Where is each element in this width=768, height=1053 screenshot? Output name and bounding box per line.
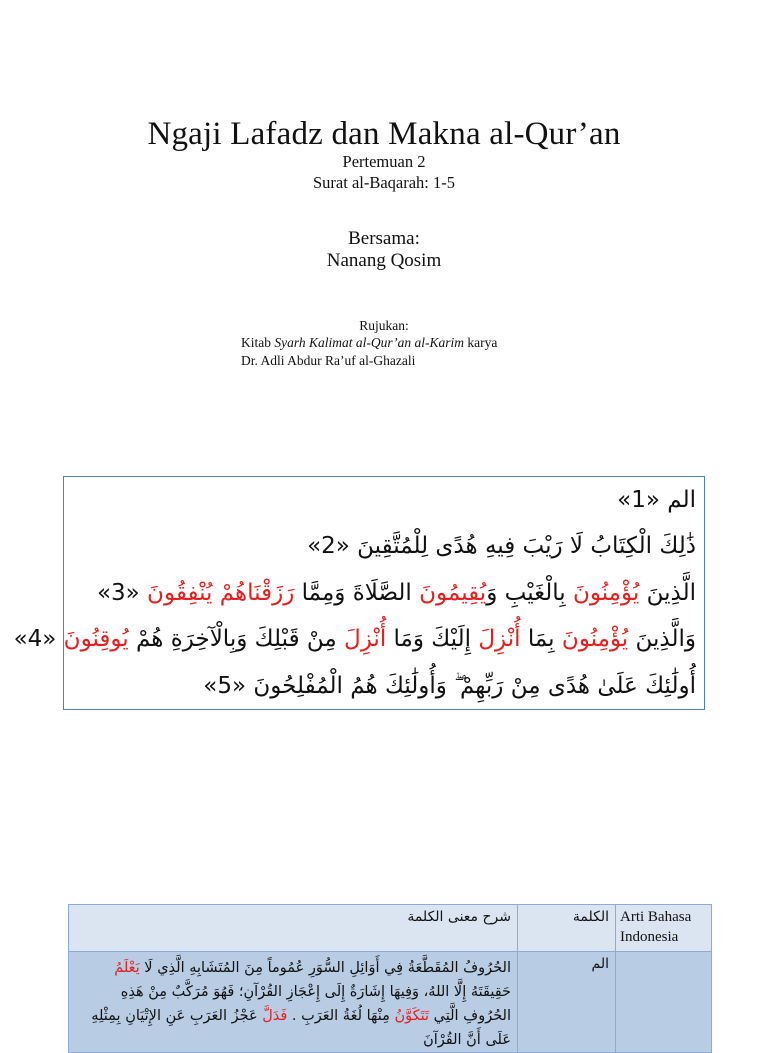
verse-number-marker: «4» <box>13 626 57 652</box>
verse-segment: يُؤْمِنُونَ <box>561 626 629 652</box>
explanation-segment: فَدَلَّ <box>262 1008 288 1024</box>
verses-box <box>13 476 705 710</box>
verse-line <box>617 487 696 513</box>
reference-label: Rujukan: <box>359 318 409 333</box>
verse-line <box>307 533 696 559</box>
verse-segment: يُؤْمِنُونَ <box>572 580 640 606</box>
verse-segment: إِلَيْكَ وَمَا <box>386 626 479 652</box>
verse-segment: الصَّلَاةَ وَمِمَّا <box>294 580 420 606</box>
presenter-name: Nanang Qosim <box>326 250 442 271</box>
verse-number-marker: «2» <box>307 533 350 559</box>
explanation-segment: حَقِيقَتَهُ إِلَّا اللهُ، وَفِيهَا إِشَارَةٌ إِلَى إِعْجَازِ القُرْآنِ؛ فَهُوَ مُرَكَّبٌ مِنْ هَذِهِ الحُرُوفِ الَّتِي <box>120 984 511 1024</box>
verse-segment: بِالْغَيْبِ وَ <box>486 580 573 606</box>
reference-book-line <box>241 335 497 351</box>
header-word-cell <box>518 905 616 952</box>
table-row <box>69 952 712 1053</box>
row-explanation <box>69 952 517 1052</box>
word-cell <box>518 952 616 1053</box>
verse-segment: رَزَقْنَاهُمْ يُنْفِقُونَ <box>147 580 295 606</box>
presenter-label: Bersama: <box>348 228 420 249</box>
verse-segment: الم <box>659 487 696 513</box>
explanation-cell <box>69 952 518 1053</box>
explanation-segment: مِنْهَا لُغَةُ العَرَبِ . <box>287 1008 395 1024</box>
verse-segment: الَّذِينَ <box>639 580 696 606</box>
verse-segment: أُولَٰئِكَ عَلَىٰ هُدًى مِنْ رَبِّهِمْ ۖ وَأُولَٰئِكَ هُمُ الْمُفْلِحُونَ <box>246 673 696 699</box>
header-word: الكلمة <box>572 909 609 925</box>
verse-segment: مِنْ قَبْلِكَ وَبِالْآخِرَةِ هُمْ <box>128 626 345 652</box>
verse-number-marker: «1» <box>617 487 660 513</box>
verse-segment <box>140 580 147 606</box>
reference-prefix: Kitab <box>241 335 275 350</box>
explanation-segment: عَجْزُ العَرَبِ عَنِ الإِتْيَانِ بِمِثْلِهِ عَلَى أَنَّ القُرْآنَ <box>91 1008 511 1048</box>
verse-segment <box>56 626 63 652</box>
explanation-segment: تَتَكَوَّنُ <box>394 1008 430 1024</box>
vocabulary-table <box>68 904 712 1053</box>
verse-segment: ذَٰلِكَ الْكِتَابُ لَا رَيْبَ فِيهِ هُدًى لِلْمُتَّقِينَ <box>349 533 696 559</box>
reference-suffix: karya <box>464 335 498 350</box>
row-word: الم <box>591 956 609 972</box>
verse-segment: أُنْزِلَ <box>344 626 387 652</box>
surah-range: Surat al-Baqarah: 1-5 <box>312 173 456 192</box>
header-meaning-cell <box>616 905 712 952</box>
verse-number-marker: «3» <box>96 580 140 606</box>
header-meaning: Arti Bahasa Indonesia <box>620 909 692 945</box>
explanation-segment: الحُرُوفُ المُقَطَّعَةُ فِي أَوَائِلِ السُّوَرِ عُمُوماً مِنَ المُتَشَابِهِ الَّذِي لَا <box>139 960 511 976</box>
reference-book-title: Syarh Kalimat al-Qur’an al-Karim <box>274 335 465 350</box>
row-meaning <box>616 952 711 956</box>
explanation-segment: يَعْلَمُ <box>114 960 140 976</box>
table-header-row <box>69 905 712 952</box>
verse-number-marker: «5» <box>203 673 247 699</box>
verse-segment: يُوقِنُونَ <box>63 626 129 652</box>
verse-line <box>97 580 696 606</box>
verse-segment: يُقِيمُونَ <box>419 580 487 606</box>
header-explanation-cell <box>69 905 518 952</box>
verse-line <box>203 673 696 699</box>
verse-segment: أُنْزِلَ <box>478 626 521 652</box>
page-title: Ngaji Lafadz dan Makna al-Qur’an <box>147 116 621 152</box>
verse-line <box>14 626 696 652</box>
meeting-number: Pertemuan 2 <box>342 152 426 171</box>
header-explanation: شرح معنى الكلمة <box>407 909 511 925</box>
verse-segment: وَالَّذِينَ <box>628 626 696 652</box>
reference-author: Dr. Adli Abdur Ra’uf al-Ghazali <box>241 353 416 368</box>
meaning-cell <box>616 952 712 1053</box>
verse-segment: بِمَا <box>520 626 562 652</box>
